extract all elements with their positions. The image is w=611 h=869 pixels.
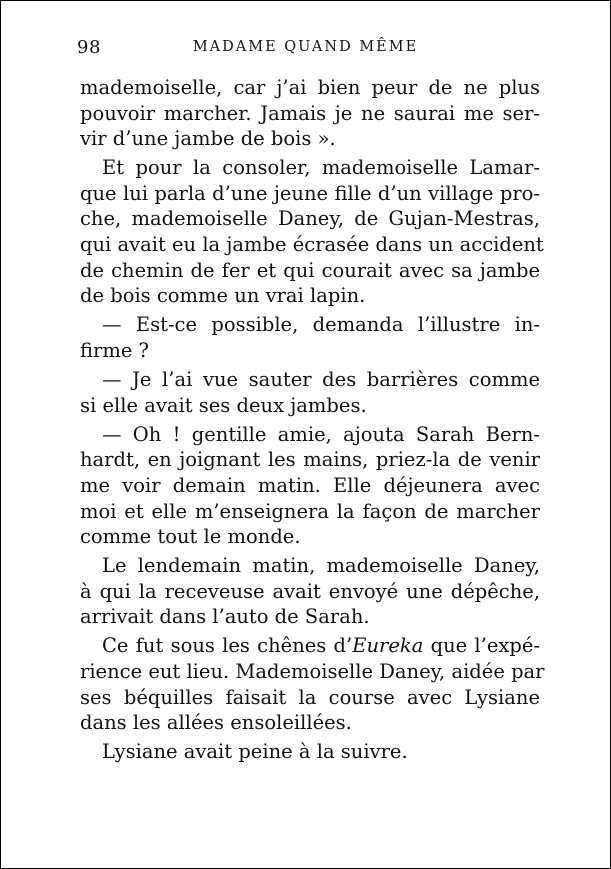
- text-line: [80, 633, 540, 659]
- paragraph: [80, 422, 540, 550]
- text-line: firme ?: [80, 338, 150, 362]
- text-line: rience eut lieu. Mademoiselle Daney, aidée par: [80, 660, 545, 684]
- text-line: de bois comme un vrai lapin.: [80, 284, 366, 308]
- text-line: Lysiane avait peine à la suivre.: [102, 740, 408, 764]
- text-line: dans les allées ensoleillées.: [80, 711, 352, 735]
- running-title: MADAME QUAND MÊME: [192, 39, 419, 55]
- text-line: — Est-ce possible, demanda l’illustre in-: [102, 313, 540, 337]
- text-line: che, mademoiselle Daney, de Gujan-Mestras,: [80, 207, 540, 231]
- text-line: hardt, en joignant les mains, priez-la de venir: [80, 448, 540, 472]
- text-run: que l’expé-: [423, 634, 541, 658]
- text-line: moi et elle m’enseignera la façon de marcher: [80, 499, 540, 523]
- text-line: Et pour la consoler, mademoiselle Lamar-: [102, 156, 540, 180]
- text-line: pouvoir marcher. Jamais je ne saurai me ser-: [80, 101, 540, 125]
- text-line: mademoiselle, car j’ai bien peur de ne plus: [80, 76, 540, 99]
- paragraph: [80, 553, 540, 630]
- text-line: que lui parla d’une jeune fille d’un village pro-: [80, 181, 540, 205]
- text-line: si elle avait ses deux jambes.: [80, 393, 367, 417]
- text-line: ses béquilles faisait la course avec Lysiane: [80, 685, 540, 709]
- text-line: — Oh ! gentille amie, ajouta Sarah Bern-: [102, 422, 540, 446]
- text-line: Le lendemain matin, mademoiselle Daney,: [102, 554, 540, 578]
- paragraph: [80, 75, 540, 152]
- text-line: vir d’une jambe de bois ».: [80, 127, 336, 151]
- text-line: de chemin de fer et qui courait avec sa jambe: [80, 258, 540, 282]
- text-line: comme tout le monde.: [80, 525, 301, 549]
- text-line: arrivait dans l’auto de Sarah.: [80, 605, 370, 629]
- paragraph: [80, 633, 545, 735]
- paragraph: [80, 312, 540, 363]
- text-line: à qui la receveuse avait envoyé une dépêche,: [80, 579, 540, 603]
- body-text: [80, 75, 545, 768]
- text-line: me voir demain matin. Elle déjeunera avec: [80, 473, 540, 497]
- text-line: — Je l’ai vue sauter des barrières comme: [102, 368, 540, 392]
- text-run: Ce fut sous les chênes d’: [102, 634, 353, 658]
- paragraph: [80, 739, 540, 765]
- paragraph: [80, 155, 544, 309]
- running-header: [1, 37, 610, 61]
- text-line: qui avait eu la jambe écrasée dans un accident: [80, 233, 544, 257]
- italic-title: Eureka: [352, 634, 424, 658]
- page-number: 98: [77, 37, 101, 58]
- paragraph: [80, 367, 540, 418]
